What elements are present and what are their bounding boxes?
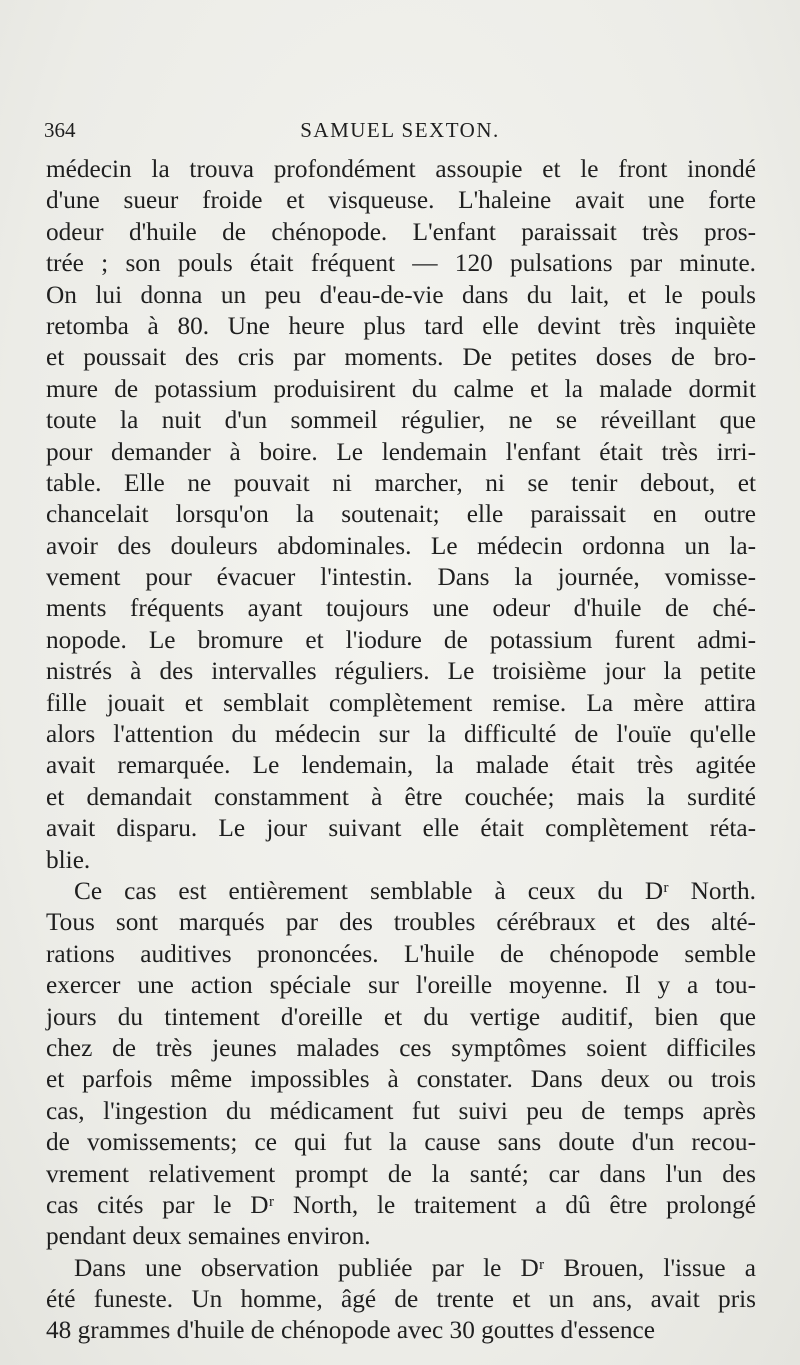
- text-line: 48 grammes d'huile de chénopode avec 30 gouttes d'essence: [46, 1316, 656, 1345]
- text-line: exercer une action spéciale sur l'oreille moyenne. Il y a tou-: [46, 971, 756, 1000]
- paragraph: [46, 876, 756, 1253]
- text-line: mure de potassium produisirent du calme et la malade dormit: [46, 374, 756, 403]
- text-line: nistrés à des intervalles réguliers. Le troisième jour la petite: [46, 657, 756, 686]
- text-line: pour demander à boire. Le lendemain l'enfant était très irri-: [46, 437, 756, 466]
- text-line: fille jouait et semblait complètement remise. La mère attira: [46, 688, 756, 717]
- text-line: vement pour évacuer l'intestin. Dans la journée, vomisse-: [46, 563, 756, 592]
- body-text: [46, 154, 756, 1347]
- text-line: avoir des douleurs abdominales. Le médecin ordonna un la-: [46, 531, 756, 560]
- text-line: retomba à 80. Une heure plus tard elle devint très inquiète: [46, 311, 756, 340]
- page-number: 364: [44, 118, 76, 142]
- page-header: [44, 118, 756, 148]
- text-line: cas cités par le Dʳ North, le traitement a dû être prolongé: [46, 1190, 756, 1219]
- text-line: et poussait des cris par moments. De petites doses de bro-: [46, 343, 756, 372]
- text-line: table. Elle ne pouvait ni marcher, ni se tenir debout, et: [46, 468, 756, 497]
- text-line: Tous sont marqués par des troubles cérébraux et des alté-: [46, 908, 756, 937]
- text-line: été funeste. Un homme, âgé de trente et un ans, avait pris: [46, 1285, 756, 1314]
- text-line: rations auditives prononcées. L'huile de chénopode semble: [46, 939, 756, 968]
- running-head: SAMUEL SEXTON.: [300, 118, 500, 142]
- text-line: alors l'attention du médecin sur la difficulté de l'ouïe qu'elle: [46, 720, 756, 749]
- text-line: d'une sueur froide et visqueuse. L'haleine avait une forte: [46, 186, 756, 215]
- text-line: pendant deux semaines environ.: [46, 1222, 371, 1251]
- paragraph: [46, 154, 756, 876]
- paragraph: [46, 1253, 756, 1347]
- text-line: jours du tintement d'oreille et du vertige auditif, bien que: [46, 1002, 756, 1031]
- text-line: médecin la trouva profondément assoupie et le front inondé: [46, 155, 756, 183]
- text-line: avait disparu. Le jour suivant elle était complètement réta-: [46, 814, 756, 843]
- text-line: blie.: [46, 845, 91, 874]
- text-line: Ce cas est entièrement semblable à ceux du Dʳ North.: [74, 876, 756, 905]
- text-line: chancelait lorsqu'on la soutenait; elle paraissait en outre: [46, 500, 756, 529]
- text-line: chez de très jeunes malades ces symptômes soient difficiles: [46, 1033, 756, 1062]
- text-line: Dans une observation publiée par le Dʳ Brouen, l'issue a: [74, 1253, 756, 1282]
- text-line: de vomissements; ce qui fut la cause sans doute d'un recou-: [46, 1128, 756, 1157]
- text-line: avait remarquée. Le lendemain, la malade était très agitée: [46, 751, 756, 780]
- text-line: vrement relativement prompt de la santé; car dans l'un des: [46, 1159, 756, 1188]
- text-line: trée ; son pouls était fréquent — 120 pulsations par minute.: [46, 249, 756, 278]
- text-line: toute la nuit d'un sommeil régulier, ne se réveillant que: [46, 406, 756, 435]
- text-line: et demandait constamment à être couchée; mais la surdité: [46, 782, 756, 811]
- text-line: ments fréquents ayant toujours une odeur d'huile de ché-: [46, 594, 756, 623]
- text-line: odeur d'huile de chénopode. L'enfant paraissait très pros-: [46, 217, 756, 246]
- text-line: nopode. Le bromure et l'iodure de potassium furent admi-: [46, 625, 756, 654]
- text-line: On lui donna un peu d'eau-de-vie dans du lait, et le pouls: [46, 280, 756, 309]
- text-line: cas, l'ingestion du médicament fut suivi peu de temps après: [46, 1096, 756, 1125]
- text-line: et parfois même impossibles à constater. Dans deux ou trois: [46, 1065, 756, 1094]
